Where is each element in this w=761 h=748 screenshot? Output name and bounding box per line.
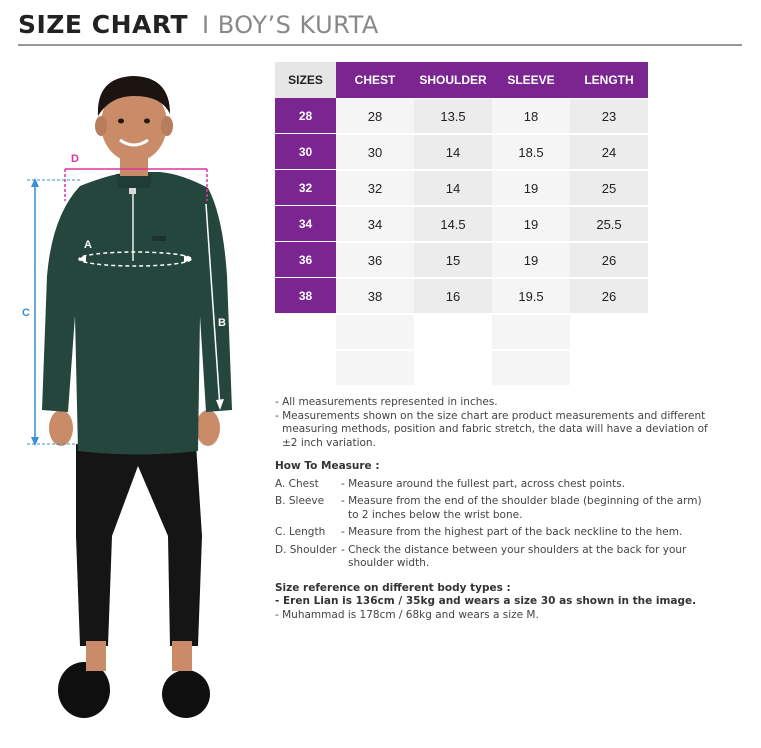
note-units: - All measurements represented in inches. bbox=[275, 396, 498, 408]
table-row bbox=[275, 134, 648, 170]
size-reference-eren: - Eren Lian is 136cm / 35kg and wears a size 30 as shown in the image. bbox=[275, 595, 697, 607]
measure-text: to 2 inches below the wrist bone. bbox=[348, 508, 523, 521]
column-header-sleeve: SLEEVE bbox=[492, 62, 570, 98]
length-cell: 25 bbox=[570, 171, 648, 205]
shoulder-cell: 14 bbox=[414, 135, 492, 169]
label-c: C bbox=[22, 307, 30, 319]
length-cell: 23 bbox=[570, 99, 648, 133]
measure-label: B. Sleeve bbox=[275, 495, 325, 507]
measure-text: - Measure from the end of the shoulder blade (beginning of the arm) bbox=[341, 495, 702, 507]
left-hand bbox=[49, 410, 73, 446]
pants bbox=[76, 444, 202, 646]
column-header-chest: CHEST bbox=[336, 62, 414, 98]
label-a: A bbox=[84, 239, 92, 251]
model-figure bbox=[20, 66, 250, 731]
shoulder-cell: 15 bbox=[414, 243, 492, 277]
measure-item-length bbox=[275, 526, 745, 540]
note-deviation-3: ±2 inch variation. bbox=[282, 436, 376, 449]
right-shoe bbox=[162, 670, 210, 718]
measure-text: - Measure around the fullest part, across chest points. bbox=[341, 477, 626, 490]
chest-cell: 34 bbox=[336, 207, 414, 241]
size-cell: 30 bbox=[275, 134, 336, 170]
size-cell: 34 bbox=[275, 206, 336, 242]
size-reference-title: Size reference on different body types : bbox=[275, 581, 511, 594]
measure-item-sleeve bbox=[275, 495, 745, 522]
column-header-sizes: SIZES bbox=[275, 62, 336, 98]
empty-table-row bbox=[275, 314, 648, 350]
length-cell: 24 bbox=[570, 135, 648, 169]
measure-text: shoulder width. bbox=[348, 557, 430, 569]
size-reference-muhammad: - Muhammad is 178cm / 68kg and wears a size M. bbox=[275, 608, 539, 621]
chest-cell: 36 bbox=[336, 243, 414, 277]
table-row bbox=[275, 98, 648, 134]
sleeve-cell: 18.5 bbox=[492, 135, 570, 169]
table-row bbox=[275, 242, 648, 278]
sleeve-cell: 19.5 bbox=[492, 279, 570, 313]
length-cell: 26 bbox=[570, 243, 648, 277]
size-cell: 36 bbox=[275, 242, 336, 278]
size-cell: 32 bbox=[275, 170, 336, 206]
size-cell: 28 bbox=[275, 98, 336, 134]
how-to-measure-title: How To Measure : bbox=[275, 460, 380, 472]
note-deviation-2: measuring methods, position and fabric stretch, the data will have a deviation of bbox=[282, 423, 708, 435]
measure-text: - Measure from the highest part of the back neckline to the hem. bbox=[341, 526, 683, 538]
sleeve-cell: 19 bbox=[492, 171, 570, 205]
table-row bbox=[275, 206, 648, 242]
chest-cell: 38 bbox=[336, 279, 414, 313]
page-title: SIZE CHART bbox=[18, 10, 189, 39]
shoulder-cell: 13.5 bbox=[414, 99, 492, 133]
measure-item-chest bbox=[275, 478, 745, 492]
shoulder-cell: 14.5 bbox=[414, 207, 492, 241]
measure-item-shoulder bbox=[275, 544, 745, 571]
header-divider bbox=[18, 44, 742, 46]
column-header-shoulder: SHOULDER bbox=[414, 62, 492, 98]
notes-section bbox=[275, 396, 745, 622]
table-row bbox=[275, 278, 648, 314]
length-cell: 25.5 bbox=[570, 207, 648, 241]
right-hand bbox=[196, 410, 220, 446]
empty-table-row bbox=[275, 350, 648, 386]
sleeve-cell: 19 bbox=[492, 243, 570, 277]
size-cell: 38 bbox=[275, 278, 336, 314]
label-b: B bbox=[218, 317, 226, 329]
chest-cell: 30 bbox=[336, 135, 414, 169]
measure-text: - Check the distance between your shoulders at the back for your bbox=[341, 543, 687, 556]
note-deviation-1: - Measurements shown on the size chart are product measurements and different bbox=[275, 409, 706, 422]
shoulder-cell: 16 bbox=[414, 279, 492, 313]
table-header-row bbox=[275, 62, 648, 98]
measure-label: A. Chest bbox=[275, 477, 319, 490]
label-d: D bbox=[71, 153, 79, 165]
measure-label: D. Shoulder bbox=[275, 543, 337, 556]
length-cell: 26 bbox=[570, 279, 648, 313]
sleeve-cell: 18 bbox=[492, 99, 570, 133]
size-chart-table bbox=[275, 62, 648, 386]
table-row bbox=[275, 170, 648, 206]
page-subtitle: I BOY’S KURTA bbox=[202, 11, 379, 39]
column-header-length: LENGTH bbox=[570, 62, 648, 98]
page-header bbox=[18, 10, 379, 44]
chest-cell: 28 bbox=[336, 99, 414, 133]
chest-cell: 32 bbox=[336, 171, 414, 205]
measure-label: C. Length bbox=[275, 526, 326, 538]
shoulder-cell: 14 bbox=[414, 171, 492, 205]
sleeve-cell: 19 bbox=[492, 207, 570, 241]
